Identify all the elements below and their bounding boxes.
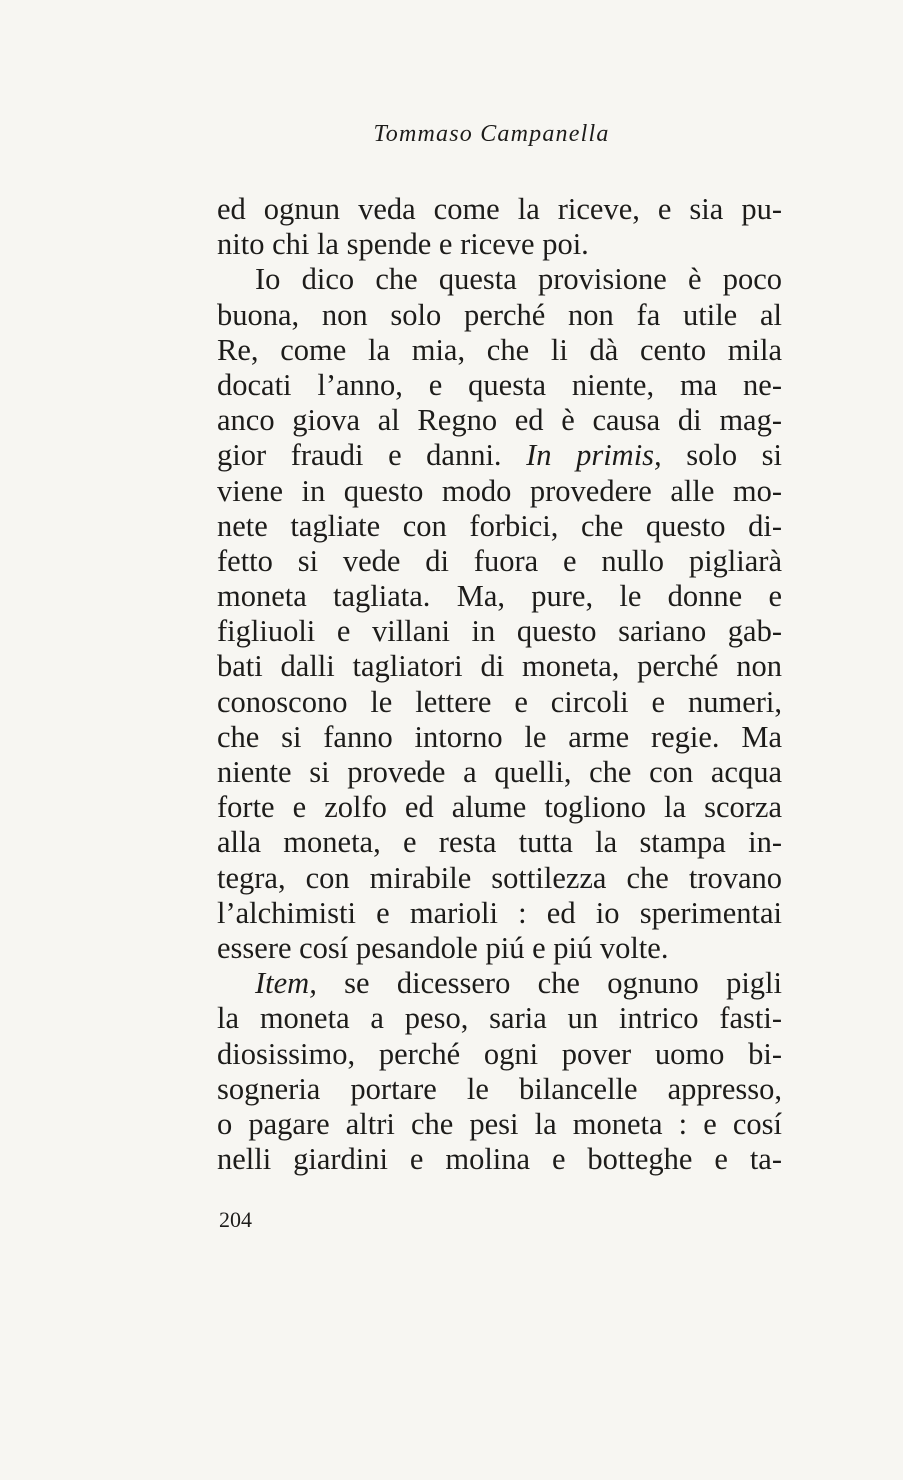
text-line: la moneta a peso, saria un intrico fasti- [217,1001,782,1036]
running-head: Tommaso Campanella [373,121,610,147]
text-line: sogneria portare le bilancelle appresso, [217,1071,782,1106]
text-line: alla moneta, e resta tutta la stampa in- [217,825,782,860]
text-line: niente si provede a quelli, che con acqua [217,755,782,789]
text-line: nito chi la spende e riceve poi. [217,227,589,262]
text-line: l’alchimisti e marioli : ed io sperimentai [217,895,782,930]
text-line: che si fanno intorno le arme regie. Ma [217,719,782,754]
body-text [217,192,782,1177]
text-line: Item, se dicessero che ognuno pigli [255,966,782,1001]
text-line: ed ognun veda come la riceve, e sia pu- [217,192,782,226]
page-number: 204 [219,1207,252,1232]
text-line: o pagare altri che pesi la moneta : e cosí [217,1106,782,1141]
text-line: forte e zolfo ed alume togliono la scorza [217,790,782,825]
text-line: nete tagliate con forbici, che questo di- [217,508,782,543]
text-line: figliuoli e villani in questo sariano gab- [217,614,782,649]
text-line: nelli giardini e molina e botteghe e ta- [217,1142,782,1177]
text-line: tegra, con mirabile sottilezza che trovano [217,860,782,895]
text-line: buona, non solo perché non fa utile al [217,297,782,332]
text-line: gior fraudi e danni. In primis, solo si [217,438,782,473]
text-line: anco giova al Regno ed è causa di mag- [217,403,782,438]
text-line: moneta tagliata. Ma, pure, le donne e [217,579,782,614]
text-line: fetto si vede di fuora e nullo pigliarà [217,543,782,578]
text-line: Io dico che questa provisione è poco [255,262,782,297]
text-line: conoscono le lettere e circoli e numeri, [217,684,782,719]
text-line: Re, come la mia, che li dà cento mila [217,332,782,367]
text-line: viene in questo modo provedere alle mo- [217,473,782,508]
text-line: diosissimo, perché ogni pover uomo bi- [217,1036,782,1071]
text-line: bati dalli tagliatori di moneta, perché non [217,649,782,684]
text-line: docati l’anno, e questa niente, ma ne- [217,367,782,402]
text-line: essere cosí pesandole piú e piú volte. [217,930,669,965]
